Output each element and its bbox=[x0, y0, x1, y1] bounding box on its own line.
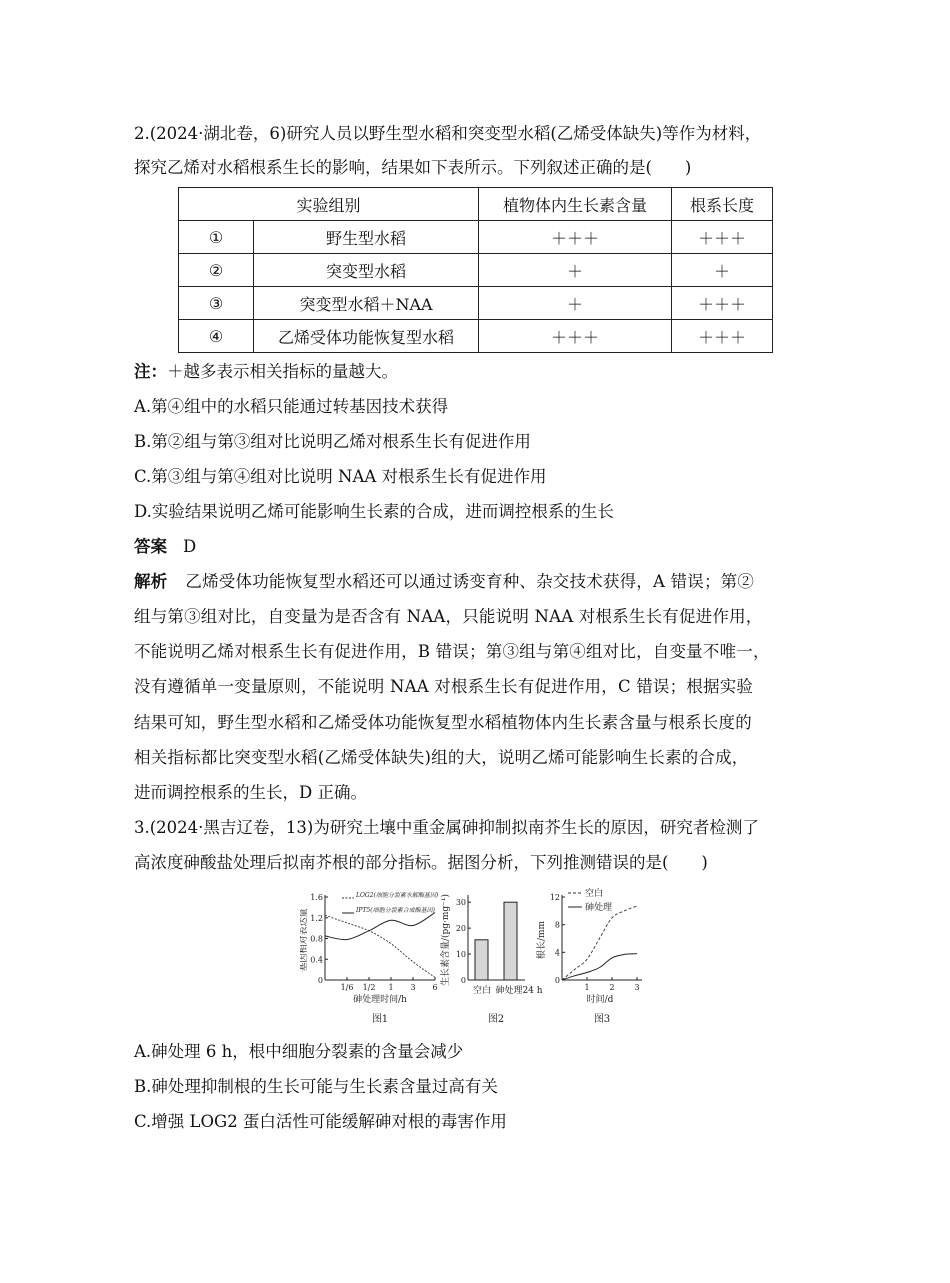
q3-option-b: B.砷处理抑制根的生长可能与生长素含量过高有关 bbox=[134, 1077, 498, 1096]
fig3-xtick-label: 2 bbox=[609, 983, 615, 992]
table-row bbox=[179, 254, 773, 287]
analysis-line-6: 相关指标都比突变型水稻(乙烯受体缺失)组的大，说明乙烯可能影响生长素的合成， bbox=[134, 748, 749, 767]
analysis-line-4: 没有遵循单一变量原则，不能说明 NAA 对根系生长有促进作用，C 错误；根据实验 bbox=[134, 677, 754, 696]
fig3-legend-arsenic: 砷处理 bbox=[585, 903, 613, 913]
fig1-caption: 图1 bbox=[371, 1014, 389, 1025]
q2-option-d: D.实验结果说明乙烯可能影响生长素的合成，进而调控根系的生长 bbox=[134, 502, 614, 521]
figure-1 bbox=[300, 891, 439, 1025]
figures-svg bbox=[300, 885, 660, 1030]
q3-stem-line-2: 高浓度砷酸盐处理后拟南芥根的部分指标。据图分析，下列推测错误的是( ) bbox=[134, 853, 708, 872]
fig1-ylabel: 基因相对表达量 bbox=[300, 908, 309, 972]
header-group: 实验组别 bbox=[179, 188, 479, 221]
fig2-category-1: 砷处理24 h bbox=[495, 986, 543, 996]
fig1-ytick-label: 0 bbox=[317, 976, 323, 985]
fig1-ytick-label: 0.8 bbox=[310, 934, 323, 944]
fig1-legend-log2: LOG2(细胞分裂素水解酶基因) bbox=[356, 892, 439, 899]
table-row bbox=[179, 287, 773, 320]
fig2-ytick-label: 30 bbox=[455, 898, 466, 908]
row-root: ＋＋＋ bbox=[672, 320, 773, 353]
fig2-caption: 图2 bbox=[487, 1014, 505, 1025]
fig2-ylabel: 生长素含量/(pg·mg⁻¹) bbox=[441, 893, 451, 987]
q3-option-c: C.增强 LOG2 蛋白活性可能缓解砷对根的毒害作用 bbox=[134, 1112, 507, 1131]
fig1-ipt5-line bbox=[325, 913, 435, 940]
note-text: ＋越多表示相关指标的量越大。 bbox=[167, 362, 398, 381]
row-group: 乙烯受体功能恢复型水稻 bbox=[254, 320, 479, 353]
table-header-row bbox=[179, 188, 773, 221]
row-group: 野生型水稻 bbox=[254, 221, 479, 254]
row-group: 突变型水稻 bbox=[254, 254, 479, 287]
row-auxin: ＋＋＋ bbox=[479, 221, 672, 254]
fig3-xtick-label: 3 bbox=[634, 983, 640, 992]
fig1-xtick-label: 1/2 bbox=[362, 983, 376, 992]
header-auxin: 植物体内生长素含量 bbox=[479, 188, 672, 221]
fig3-legend-blank: 空白 bbox=[585, 889, 604, 899]
fig2-ytick-label: 20 bbox=[455, 924, 466, 934]
fig1-xtick-label: 3 bbox=[410, 983, 416, 992]
q2-stem-line-1: 2.(2024·湖北卷，6)研究人员以野生型水稻和突变型水稻(乙烯受体缺失)等作为材料， bbox=[134, 124, 762, 143]
fig1-ytick-label: 1.2 bbox=[310, 913, 323, 923]
fig2-category-0: 空白 bbox=[472, 986, 492, 996]
fig1-xlabel: 砷处理时间/h bbox=[353, 995, 407, 1005]
fig3-caption: 图3 bbox=[593, 1014, 611, 1025]
q3-stem-line-1: 3.(2024·黑吉辽卷，13)为研究土壤中重金属砷抑制拟南芥生长的原因，研究者检测了 bbox=[134, 818, 759, 837]
fig3-ytick-label: 8 bbox=[554, 920, 560, 930]
answer-value: D bbox=[183, 537, 197, 556]
fig2-ytick-label: 10 bbox=[455, 950, 466, 960]
q2-option-c: C.第③组与第④组对比说明 NAA 对根系生长有促进作用 bbox=[134, 467, 547, 486]
fig1-xtick-label: 1 bbox=[388, 983, 394, 992]
fig3-xtick-label: 1 bbox=[584, 983, 590, 992]
fig1-xtick-label: 6 bbox=[432, 983, 438, 992]
row-root: ＋＋＋ bbox=[672, 221, 773, 254]
analysis-line-2: 组与第③组对比，自变量为是否含有 NAA，只能说明 NAA 对根系生长有促进作用， bbox=[134, 607, 763, 626]
note-label: 注： bbox=[134, 362, 167, 381]
row-root: ＋＋＋ bbox=[672, 287, 773, 320]
row-number: ② bbox=[179, 254, 254, 287]
fig1-ytick-label: 1.6 bbox=[310, 893, 323, 902]
fig2-bar bbox=[475, 940, 488, 980]
figure-group bbox=[300, 885, 660, 1030]
answer-label: 答案 bbox=[134, 537, 167, 556]
row-auxin: ＋ bbox=[479, 254, 672, 287]
analysis-line-7: 进而调控根系的生长，D 正确。 bbox=[134, 783, 367, 802]
fig3-blank-line bbox=[562, 906, 637, 980]
row-auxin: ＋ bbox=[479, 287, 672, 320]
fig1-ytick-label: 0.4 bbox=[310, 955, 323, 965]
table-row bbox=[179, 221, 773, 254]
table-note bbox=[134, 360, 398, 384]
table-row bbox=[179, 320, 773, 353]
fig3-ytick-label: 12 bbox=[549, 893, 560, 902]
row-root: ＋ bbox=[672, 254, 773, 287]
row-number: ④ bbox=[179, 320, 254, 353]
analysis-text: 乙烯受体功能恢复型水稻还可以通过诱变育种、杂交技术获得，A 错误；第② bbox=[185, 572, 755, 591]
q2-option-b: B.第②组与第③组对比说明乙烯对根系生长有促进作用 bbox=[134, 432, 531, 451]
experiment-table bbox=[178, 187, 773, 353]
figure-2 bbox=[439, 894, 543, 1025]
fig3-ylabel: 根长/mm bbox=[537, 920, 547, 960]
q3-option-a: A.砷处理 6 h，根中细胞分裂素的含量会减少 bbox=[134, 1042, 464, 1061]
fig2-ytick-label: 0 bbox=[460, 976, 466, 985]
fig1-legend-ipt: IPT5(细胞分裂素合成酶基因) bbox=[356, 907, 435, 914]
fig3-ytick-label: 4 bbox=[554, 948, 560, 958]
row-number: ① bbox=[179, 221, 254, 254]
header-root: 根系长度 bbox=[672, 188, 773, 221]
row-group: 突变型水稻＋NAA bbox=[254, 287, 479, 320]
fig3-ytick-label: 0 bbox=[554, 976, 560, 985]
fig1-xtick-label: 1/6 bbox=[340, 983, 354, 992]
q2-stem-line-2: 探究乙烯对水稻根系生长的影响，结果如下表所示。下列叙述正确的是( ) bbox=[134, 158, 692, 177]
q2-option-a: A.第④组中的水稻只能通过转基因技术获得 bbox=[134, 397, 449, 416]
fig2-bar bbox=[504, 902, 517, 980]
answer-line bbox=[134, 535, 196, 559]
row-number: ③ bbox=[179, 287, 254, 320]
figure-3 bbox=[535, 887, 642, 1025]
analysis-line-5: 结果可知，野生型水稻和乙烯受体功能恢复型水稻植物体内生长素含量与根系长度的 bbox=[134, 713, 752, 732]
analysis-label: 解析 bbox=[134, 572, 168, 591]
analysis-line-1 bbox=[134, 570, 754, 594]
fig3-arsenic-line bbox=[562, 954, 637, 980]
fig3-xlabel: 时间/d bbox=[586, 995, 614, 1005]
row-auxin: ＋＋＋ bbox=[479, 320, 672, 353]
analysis-line-3: 不能说明乙烯对根系生长有促进作用，B 错误；第③组与第④组对比，自变量不唯一， bbox=[134, 642, 770, 661]
